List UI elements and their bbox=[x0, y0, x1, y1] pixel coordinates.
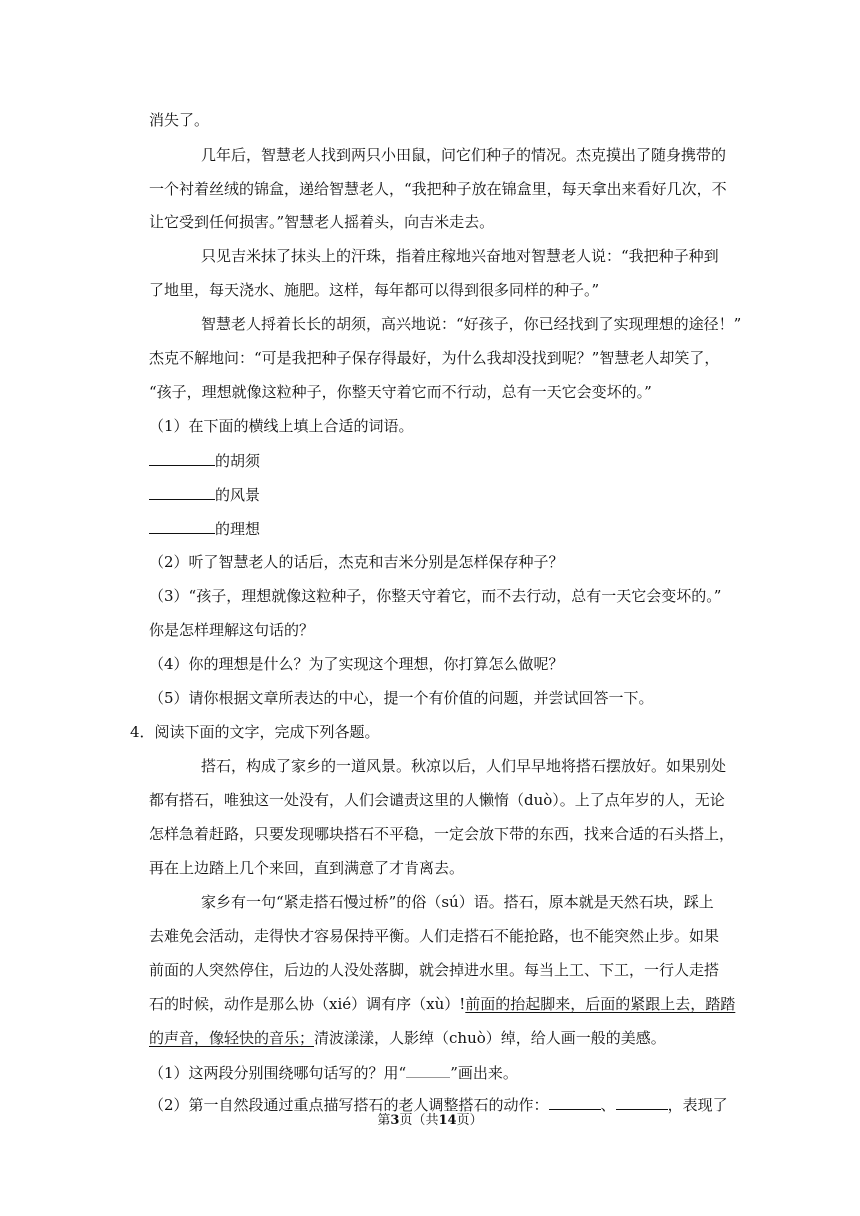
question-text: ”画出来。 bbox=[450, 1064, 518, 1082]
question-text: （1）这两段分别围绕哪句话写的？用“ bbox=[149, 1064, 407, 1082]
passage-line: 消失了。 bbox=[149, 111, 210, 129]
footer-text: 页（共 bbox=[399, 1113, 439, 1128]
section-heading bbox=[130, 722, 380, 742]
answer-blank[interactable] bbox=[149, 484, 215, 500]
footer-text: 页） bbox=[456, 1113, 483, 1128]
underline-sample bbox=[406, 1062, 450, 1078]
footer-text: 第 bbox=[377, 1113, 391, 1128]
section-number: 4． bbox=[130, 723, 155, 741]
question-text: ，表现了 bbox=[667, 1096, 728, 1114]
question-4: （4）你的理想是什么？为了实现这个理想，你打算怎么做呢？ bbox=[149, 655, 564, 673]
passage-line bbox=[149, 994, 735, 1014]
question-4-1 bbox=[149, 1062, 518, 1083]
passage-line: 一个衬着丝绒的锦盒，递给智慧老人，“我把种子放在锦盒里，每天拿出来看好几次，不 bbox=[149, 180, 727, 198]
passage-line: 让它受到任何损害。”智慧老人摇着头，向吉米走去。 bbox=[149, 213, 495, 231]
passage-line: 搭石，构成了家乡的一道风景。秋凉以后，人们早早地将搭石摆放好。如果别处 bbox=[201, 757, 727, 775]
passage-line: 再在上边踏上几个来回，直到满意了才肯离去。 bbox=[149, 859, 465, 877]
text: 几年后，智慧老人找到两只小田鼠，问它们种子的情况。杰克摸出了随身携带的 bbox=[201, 146, 727, 164]
answer-blank[interactable] bbox=[149, 518, 215, 534]
blank-suffix: 的胡须 bbox=[215, 452, 261, 470]
fill-blank-row bbox=[149, 518, 260, 539]
question-3-cont: 你是怎样理解这句话的？ bbox=[149, 621, 315, 639]
separator: 、 bbox=[600, 1096, 616, 1114]
question-1: （1）在下面的横线上填上合适的词语。 bbox=[149, 417, 414, 435]
underlined-text: 前面的抬起脚来，后面的紧跟上去，踏踏 bbox=[465, 995, 736, 1013]
passage-line: 了地里，每天浇水、施肥。这样，每年都可以得到很多同样的种子。” bbox=[149, 281, 600, 299]
passage-line bbox=[149, 1028, 666, 1048]
question-3: （3）“孩子，理想就像这粒种子，你整天守着它，而不去行动，总有一天它会变坏的。” bbox=[149, 587, 722, 605]
passage-line: “孩子，理想就像这粒种子，你整天守着它而不行动，总有一天它会变坏的。” bbox=[149, 383, 652, 401]
blank-suffix: 的风景 bbox=[215, 486, 261, 504]
passage-line: 杰克不解地问：“可是我把种子保存得最好，为什么我却没找到呢？”智慧老人却笑了， bbox=[149, 349, 720, 367]
question-text: （2）第一自然段通过重点描写搭石的老人调整搭石的动作： bbox=[149, 1096, 549, 1114]
passage-line: 家乡有一句“紧走搭石慢过桥”的俗（sú）语。搭石，原本就是天然石块，踩上 bbox=[201, 893, 714, 911]
answer-blank[interactable] bbox=[149, 450, 215, 466]
fill-blank-row bbox=[149, 450, 260, 471]
question-4-2 bbox=[149, 1094, 728, 1115]
section-title: 阅读下面的文字，完成下列各题。 bbox=[154, 723, 380, 741]
answer-blank[interactable] bbox=[549, 1094, 601, 1110]
passage-line: 前面的人突然停住，后边的人没处落脚，就会掉进水里。每当上工、下工，一行人走搭 bbox=[149, 961, 720, 979]
passage-line: 智慧老人捋着长长的胡须，高兴地说：“好孩子，你已经找到了实现理想的途径！” bbox=[201, 315, 742, 333]
answer-blank[interactable] bbox=[616, 1094, 668, 1110]
plain-text: 石的时候，动作是那么协（xié）调有序（xù）! bbox=[149, 995, 466, 1013]
page-footer bbox=[0, 1113, 860, 1129]
passage-line: 只见吉米抹了抹头上的汗珠，指着庄稼地兴奋地对智慧老人说：“我把种子种到 bbox=[201, 247, 719, 265]
plain-text: 清波漾漾，人影绰（chuò）绰，给人画一般的美感。 bbox=[314, 1029, 666, 1047]
passage-line: 怎样急着赶路，只要发现哪块搭石不平稳，一定会放下带的东西，找来合适的石头搭上， bbox=[149, 825, 735, 843]
question-2: （2）听了智慧老人的话后，杰克和吉米分别是怎样保存种子？ bbox=[149, 553, 564, 571]
underlined-text: 的声音，像轻快的音乐； bbox=[149, 1029, 315, 1047]
page-total: 14 bbox=[438, 1113, 457, 1128]
question-5: （5）请你根据文章所表达的中心，提一个有价值的问题，并尝试回答一下。 bbox=[149, 689, 654, 707]
blank-suffix: 的理想 bbox=[215, 520, 261, 538]
fill-blank-row bbox=[149, 484, 260, 505]
passage-line: 都有搭石，唯独这一处没有，人们会谴责这里的人懒惰（duò）。上了点年岁的人，无论 bbox=[149, 791, 725, 809]
page-number: 3 bbox=[390, 1113, 400, 1128]
passage-line: 去难免会活动，走得快才容易保持平衡。人们走搭石不能抢路，也不能突然止步。如果 bbox=[149, 927, 720, 945]
passage-line bbox=[201, 145, 730, 165]
